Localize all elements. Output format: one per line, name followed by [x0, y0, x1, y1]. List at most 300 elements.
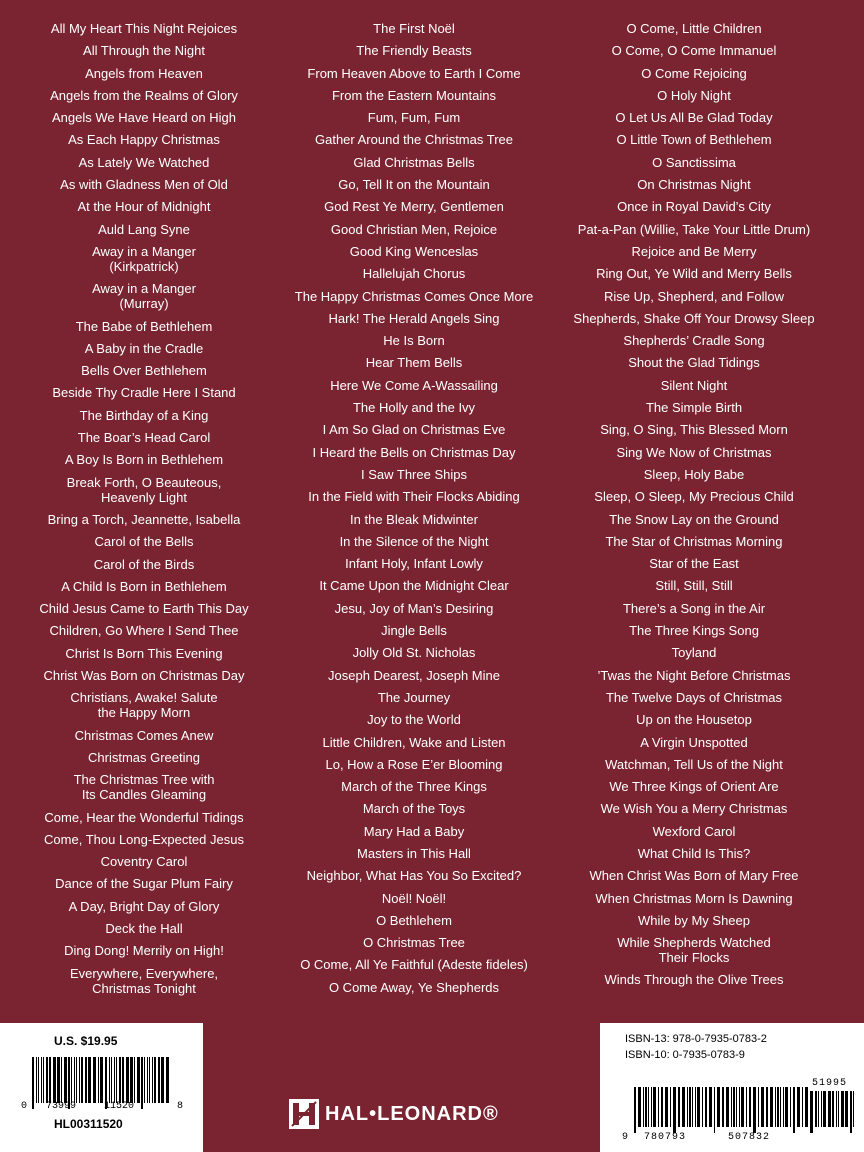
barcode-bar [76, 1057, 77, 1103]
barcode-bar [130, 1057, 133, 1103]
song-title [550, 489, 838, 504]
barcode-bar [818, 1091, 819, 1127]
song-title [550, 333, 838, 348]
song-title [550, 935, 838, 965]
song-title-line: Pat-a-Pan (Willie, Take Your Little Drum) [577, 221, 811, 237]
barcode-bar [746, 1087, 747, 1127]
song-title-line: O Come, All Ye Faithful (Adeste fideles) [300, 957, 528, 973]
barcode-bar [785, 1087, 788, 1127]
song-title-line: Shepherds’ Cradle Song [623, 333, 765, 349]
song-title-line: Jolly Old St. Nicholas [352, 645, 476, 661]
song-title [270, 801, 558, 816]
barcode-bar [736, 1087, 737, 1127]
barcode-bar [634, 1087, 636, 1133]
barcode-bar [810, 1091, 813, 1133]
barcode-bar [733, 1087, 735, 1127]
song-title [270, 712, 558, 727]
song-title [0, 646, 288, 661]
song-title [270, 378, 558, 393]
song-title-line: ’Twas the Night Before Christmas [597, 667, 791, 683]
song-title [550, 177, 838, 192]
barcode-bar [692, 1087, 693, 1127]
barcode-bar [32, 1057, 34, 1109]
song-title [270, 43, 558, 58]
ean-addon-barcode [810, 1091, 858, 1133]
barcode-bar [147, 1057, 148, 1103]
song-title-line: Coventry Carol [100, 854, 188, 870]
song-title-line: While by My Sheep [638, 912, 750, 928]
song-title-line: Deck the Hall [105, 920, 183, 936]
barcode-bar [845, 1091, 848, 1127]
song-title-line: Break Forth, O Beauteous, [66, 474, 222, 490]
ean-addon-digits: 51995 [812, 1078, 848, 1089]
song-title [0, 750, 288, 765]
barcode-bar [687, 1087, 688, 1127]
song-title [0, 43, 288, 58]
song-title-line: We Wish You a Merry Christmas [600, 801, 788, 817]
song-title [0, 132, 288, 147]
song-title [0, 21, 288, 36]
song-title [270, 891, 558, 906]
song-title-line: Once in Royal David’s City [617, 199, 771, 215]
barcode-bar [116, 1057, 117, 1103]
song-title [270, 21, 558, 36]
song-title-line: A Day, Bright Day of Glory [68, 898, 220, 914]
song-title-line: As Each Happy Christmas [68, 132, 220, 148]
ean-digit-first: 9 [622, 1132, 630, 1143]
barcode-bar [682, 1087, 685, 1127]
song-title [550, 645, 838, 660]
song-title [270, 66, 558, 81]
song-title-line: Shout the Glad Tidings [628, 355, 760, 371]
song-title [550, 132, 838, 147]
song-title [270, 400, 558, 415]
barcode-bar [41, 1057, 42, 1103]
barcode-bar [43, 1057, 44, 1103]
barcode-bar [770, 1087, 773, 1127]
song-title [550, 445, 838, 460]
song-title [270, 132, 558, 147]
song-title [550, 266, 838, 281]
barcode-bar [821, 1091, 822, 1127]
song-title-line: Everywhere, Everywhere, [69, 965, 219, 981]
song-column-1 [0, 21, 288, 1003]
song-title [270, 824, 558, 839]
song-title-line: Joseph Dearest, Joseph Mine [328, 667, 500, 683]
song-title [550, 400, 838, 415]
barcode-bar [661, 1087, 663, 1127]
song-title-line: Their Flocks [658, 950, 730, 966]
song-column-2 [270, 21, 558, 1002]
song-title [270, 467, 558, 482]
song-title [550, 378, 838, 393]
price-label: U.S. $19.95 [54, 1034, 118, 1048]
barcode-bar [749, 1087, 751, 1127]
song-title [550, 779, 838, 794]
ean-barcode [634, 1087, 810, 1133]
song-title [270, 935, 558, 950]
barcode-bar [134, 1057, 135, 1103]
barcode-bar [678, 1087, 680, 1127]
song-title-line: Heavenly Light [101, 489, 187, 505]
song-title-line: Go, Tell It on the Mountain [338, 177, 490, 193]
song-title [550, 712, 838, 727]
barcode-bar [850, 1091, 852, 1133]
barcode-bar [766, 1087, 768, 1127]
barcode-bar [161, 1057, 164, 1103]
barcode-bar [741, 1087, 744, 1127]
song-title [550, 311, 838, 326]
song-title-line: Come, Thou Long-Expected Jesus [44, 831, 244, 847]
barcode-bar [638, 1087, 641, 1127]
song-title-line: Hear Them Bells [365, 355, 463, 371]
song-title [0, 244, 288, 274]
song-title-line: It Came Upon the Midnight Clear [319, 578, 509, 594]
song-title-line: I Saw Three Ships [361, 466, 467, 482]
song-title-line: Come, Hear the Wonderful Tidings [44, 809, 244, 825]
song-title-line: (Kirkpatrick) [109, 258, 179, 274]
song-title [550, 668, 838, 683]
song-title [0, 88, 288, 103]
barcode-bar [100, 1057, 103, 1103]
song-title [0, 579, 288, 594]
song-title-line: O Come Rejoicing [641, 65, 747, 81]
barcode-bar [154, 1057, 156, 1103]
song-title-line: Children, Go Where I Send Thee [49, 623, 239, 639]
song-title [270, 333, 558, 348]
song-title [0, 222, 288, 237]
song-title [550, 534, 838, 549]
barcode-bar [114, 1057, 115, 1103]
song-title-line: We Three Kings of Orient Are [609, 779, 779, 795]
song-title [270, 355, 558, 370]
song-title [550, 88, 838, 103]
barcode-bar [74, 1057, 75, 1103]
song-title-line: O Sanctissima [652, 154, 736, 170]
song-title-line: He Is Born [383, 333, 445, 349]
barcode-bar [673, 1087, 676, 1133]
barcode-bar [658, 1087, 659, 1127]
barcode-bar [689, 1087, 691, 1127]
song-title-line: Watchman, Tell Us of the Night [605, 756, 783, 772]
isbn10-text: ISBN-10: 0-7935-0783-9 [625, 1049, 745, 1061]
barcode-bar [758, 1087, 759, 1127]
song-title-line: The Friendly Beasts [356, 43, 472, 59]
barcode-bar [780, 1087, 781, 1127]
song-title [270, 735, 558, 750]
song-title-line: Infant Holy, Infant Lowly [345, 556, 483, 572]
song-title [0, 623, 288, 638]
song-title-line: Sleep, O Sleep, My Precious Child [594, 489, 794, 505]
song-title-line: While Shepherds Watched [617, 935, 771, 951]
song-title [0, 876, 288, 891]
song-title [0, 385, 288, 400]
barcode-bar [841, 1091, 844, 1127]
song-title-line: March of the Three Kings [341, 779, 487, 795]
song-title-line: From the Eastern Mountains [331, 87, 497, 103]
song-title-line: Angels from Heaven [85, 65, 203, 81]
song-title-line: When Christmas Morn Is Dawning [595, 890, 793, 906]
song-title-line: All Through the Night [83, 43, 205, 59]
product-code: HL00311520 [54, 1117, 123, 1131]
barcode-bar [705, 1087, 707, 1127]
song-title [0, 281, 288, 311]
barcode-bar [149, 1057, 150, 1103]
song-title [550, 972, 838, 987]
song-title-line: The Holly and the Ivy [352, 400, 476, 416]
song-title [550, 199, 838, 214]
barcode-bar [722, 1087, 724, 1127]
ean-digits-left: 780793 [644, 1132, 687, 1143]
ean-digits-right: 507832 [728, 1132, 771, 1143]
song-title-line: Christmas Tonight [92, 980, 196, 996]
song-title [550, 913, 838, 928]
song-title-line: The Star of Christmas Morning [605, 533, 783, 549]
song-title [550, 512, 838, 527]
song-title-line: In the Bleak Midwinter [350, 511, 478, 527]
song-title [270, 846, 558, 861]
song-title-line: Ding Dong! Merrily on High! [64, 943, 224, 959]
barcode-bar [670, 1087, 671, 1127]
song-title-line: Rejoice and Be Merry [631, 243, 757, 259]
barcode-bar [797, 1087, 800, 1127]
song-title [0, 772, 288, 802]
barcode-bar [832, 1091, 834, 1127]
song-title-line: Hallelujah Chorus [362, 266, 466, 282]
barcode-bar [152, 1057, 153, 1103]
barcode-bar [36, 1057, 37, 1103]
barcode-bar [753, 1087, 756, 1133]
song-title [270, 244, 558, 259]
song-title [550, 824, 838, 839]
barcode-bar [805, 1087, 808, 1127]
song-title-line: Hark! The Herald Angels Sing [328, 310, 500, 326]
barcode-bar [717, 1087, 720, 1127]
song-title [0, 728, 288, 743]
song-title-line: Neighbor, What Has You So Excited? [306, 868, 522, 884]
barcode-bar [777, 1087, 779, 1127]
song-title [0, 452, 288, 467]
song-title-line: Joy to the World [367, 712, 461, 728]
song-title [550, 422, 838, 437]
song-title [0, 832, 288, 847]
barcode-bar [64, 1057, 67, 1103]
song-title-line: Mary Had a Baby [363, 823, 465, 839]
barcode-bar [815, 1091, 817, 1127]
song-title [0, 155, 288, 170]
song-title-line: Masters in This Hall [357, 845, 471, 861]
barcode-bar [665, 1087, 668, 1127]
barcode-bar [739, 1087, 740, 1127]
song-title-line: The Boar’s Head Carol [77, 430, 211, 446]
song-title-line: Wexford Carol [652, 823, 736, 839]
song-title [550, 757, 838, 772]
song-title-line: Gather Around the Christmas Tree [315, 132, 513, 148]
song-title-line: Christians, Awake! Salute [70, 690, 218, 706]
song-title [550, 289, 838, 304]
song-title [270, 534, 558, 549]
song-title-line: A Child Is Born in Bethlehem [61, 578, 227, 594]
song-title [0, 854, 288, 869]
barcode-bar [53, 1057, 56, 1103]
barcode-bar [166, 1057, 169, 1103]
song-title-line: Ring Out, Ye Wild and Merry Bells [596, 266, 792, 282]
song-title-line: Christ Is Born This Evening [65, 645, 223, 661]
song-title [0, 408, 288, 423]
song-title [270, 311, 558, 326]
song-title [270, 512, 558, 527]
song-title [270, 980, 558, 995]
barcode-bar [828, 1091, 831, 1127]
song-title-line: Still, Still, Still [655, 578, 733, 594]
barcode-bar [653, 1087, 656, 1127]
song-title-line: Silent Night [660, 377, 728, 393]
song-title-line: All My Heart This Night Rejoices [50, 21, 238, 36]
song-title [270, 88, 558, 103]
song-title [0, 690, 288, 720]
song-title [550, 43, 838, 58]
song-title-line: In the Silence of the Night [339, 533, 489, 549]
song-title [550, 21, 838, 36]
song-title [0, 110, 288, 125]
barcode-bar [137, 1057, 140, 1103]
song-title-line: Rise Up, Shepherd, and Follow [604, 288, 784, 304]
song-title [0, 921, 288, 936]
song-title-line: O Bethlehem [376, 912, 452, 928]
barcode-bar [645, 1087, 647, 1127]
upc-digits-left: 73999 [46, 1101, 77, 1112]
song-title [0, 943, 288, 958]
song-title-line: Here We Come A-Wassailing [330, 377, 498, 393]
song-title-line: The Twelve Days of Christmas [605, 689, 783, 705]
barcode-bar [79, 1057, 80, 1103]
barcode-bar [85, 1057, 87, 1103]
song-title [550, 355, 838, 370]
barcode-bar [714, 1087, 715, 1133]
song-title [270, 779, 558, 794]
barcode-bar [697, 1087, 700, 1127]
barcode-bar [783, 1087, 784, 1127]
song-title [550, 66, 838, 81]
song-title [270, 177, 558, 192]
song-title [550, 846, 838, 861]
song-title-line: Good King Wenceslas [349, 243, 479, 259]
song-title-line: Away in a Manger [92, 281, 196, 297]
song-title [0, 177, 288, 192]
song-title-line: Its Candles Gleaming [81, 787, 207, 803]
song-title [550, 891, 838, 906]
song-title-line: The First Noël [373, 21, 455, 36]
barcode-bar [141, 1057, 143, 1109]
song-title [270, 289, 558, 304]
song-title-line: I Am So Glad on Christmas Eve [322, 422, 506, 438]
barcode-bar [836, 1091, 837, 1127]
barcode-bar [109, 1057, 110, 1103]
song-title-line: Sing We Now of Christmas [616, 444, 772, 460]
song-title-line: On Christmas Night [637, 177, 751, 193]
song-title-line: Carol of the Bells [94, 534, 194, 550]
song-title-line: Christmas Comes Anew [74, 727, 214, 743]
song-title [0, 341, 288, 356]
barcode-bar [81, 1057, 83, 1103]
song-title-line: A Virgin Unspotted [640, 734, 748, 750]
song-title-line: Auld Lang Syne [98, 221, 190, 237]
song-title [270, 155, 558, 170]
song-title [270, 199, 558, 214]
song-title-line: The Christmas Tree with [73, 772, 215, 788]
song-title [0, 66, 288, 81]
song-title-line: A Boy Is Born in Bethlehem [64, 452, 224, 468]
song-title [270, 913, 558, 928]
song-title [270, 489, 558, 504]
barcode-bar [838, 1091, 839, 1127]
song-title [550, 222, 838, 237]
song-title [270, 110, 558, 125]
barcode-bar [823, 1091, 826, 1127]
barcode-bar [761, 1087, 764, 1127]
song-title-line: O Come, O Come Immanuel [611, 43, 777, 59]
isbn13-text: ISBN-13: 978-0-7935-0783-2 [625, 1033, 767, 1045]
song-title-line: Lo, How a Rose E’er Blooming [325, 756, 503, 772]
barcode-bar [726, 1087, 729, 1127]
song-title [270, 690, 558, 705]
song-title [550, 578, 838, 593]
song-title-line: O Christmas Tree [363, 935, 465, 951]
song-title [0, 899, 288, 914]
song-title-line: The Babe of Bethlehem [75, 318, 213, 334]
barcode-bar [731, 1087, 732, 1127]
song-title-line: Dance of the Sugar Plum Fairy [55, 876, 233, 892]
song-title [270, 957, 558, 972]
upc-digits-right: 11520 [104, 1101, 135, 1112]
song-title [550, 623, 838, 638]
song-title-line: O Come, Little Children [626, 21, 762, 36]
song-title-line: Angels from the Realms of Glory [50, 87, 238, 103]
song-title-line: God Rest Ye Merry, Gentlemen [324, 199, 504, 215]
barcode-bar [111, 1057, 112, 1103]
song-title [270, 556, 558, 571]
barcode-bar [126, 1057, 129, 1103]
song-title-line: Away in a Manger [92, 243, 196, 259]
hal-leonard-logo [289, 1097, 499, 1131]
song-title [270, 645, 558, 660]
barcode-bar [49, 1057, 51, 1103]
song-title-line: O Come Away, Ye Shepherds [328, 979, 500, 995]
song-title [0, 430, 288, 445]
song-title [0, 475, 288, 505]
song-title-line: The Journey [377, 689, 451, 705]
barcode-bar [158, 1057, 160, 1103]
song-title-line: O Little Town of Bethlehem [616, 132, 772, 148]
song-title-line: The Simple Birth [645, 400, 743, 416]
song-title [550, 155, 838, 170]
barcode-bar [46, 1057, 48, 1103]
song-title [550, 868, 838, 883]
barcode-bar [790, 1087, 791, 1127]
song-title-line: In the Field with Their Flocks Abiding [308, 489, 520, 505]
hal-leonard-logo-mark [289, 1099, 319, 1129]
barcode-bar [119, 1057, 121, 1103]
song-title [270, 445, 558, 460]
song-title [0, 534, 288, 549]
song-title-line: Star of the East [649, 556, 739, 572]
song-title [550, 601, 838, 616]
barcode-bar [98, 1057, 99, 1103]
song-title [270, 668, 558, 683]
song-title-line: Jesu, Joy of Man’s Desiring [334, 600, 494, 616]
song-title-line: the Happy Morn [97, 705, 191, 721]
song-title-line: Glad Christmas Bells [353, 154, 475, 170]
